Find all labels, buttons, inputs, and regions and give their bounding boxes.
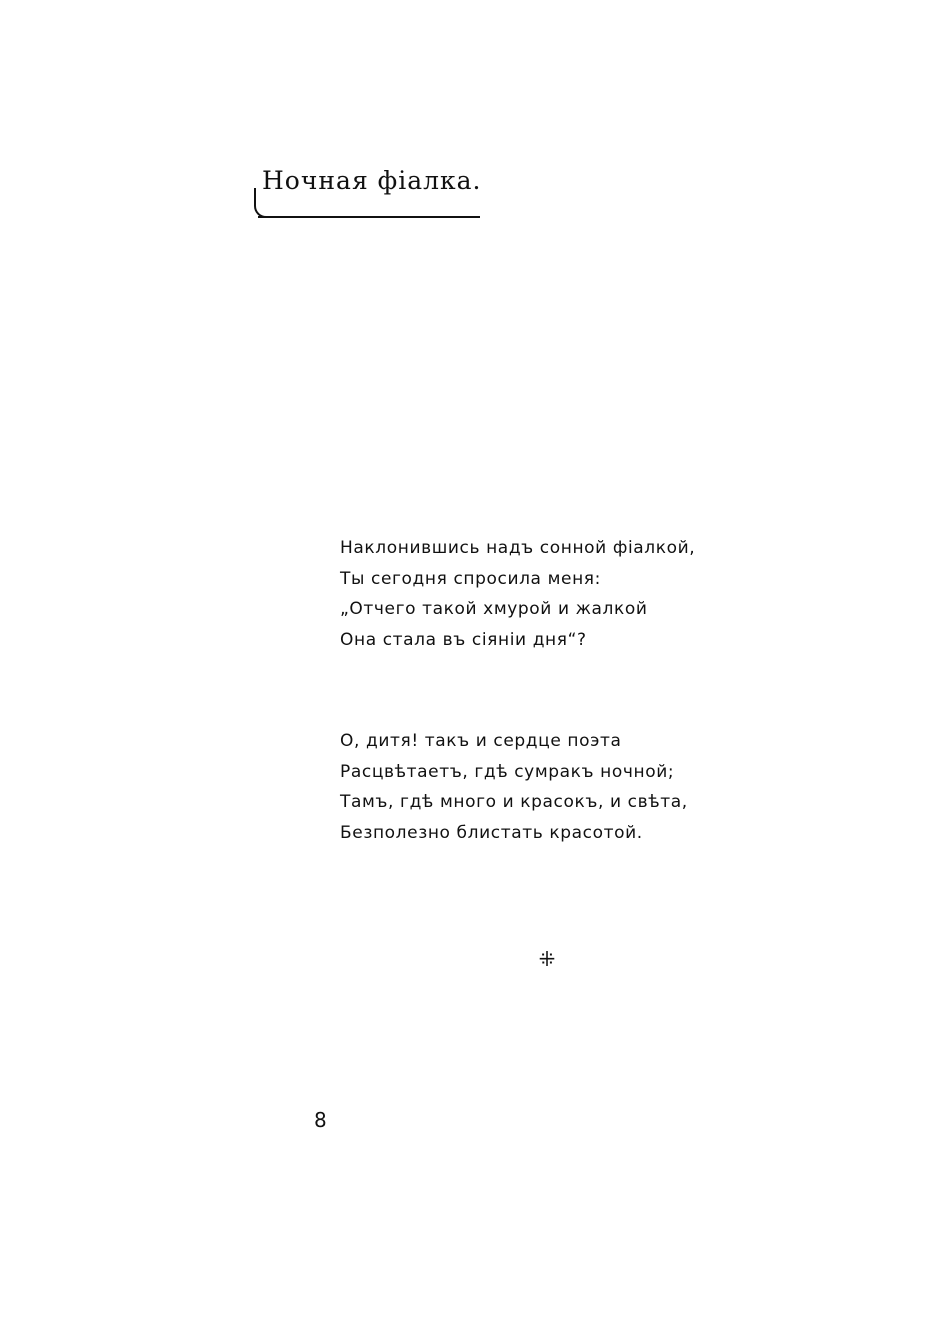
stanza-1 [340, 533, 760, 655]
stanza-1-line-4: Она стала въ сіяніи дня“? [340, 629, 587, 650]
stanza-1-line-2: Ты сегодня спросила меня: [340, 568, 601, 589]
stanza-2-line-4: Безполезно блистать красотой. [340, 822, 643, 843]
asterism-ornament-icon: ⁜ [538, 947, 556, 971]
stanza-2 [340, 726, 760, 848]
stanza-1-line-1: Наклонившись надъ сонной фіалкой, [340, 538, 696, 558]
poem-title: Ночная фіалка. [262, 166, 482, 195]
stanza-2-line-3: Тамъ, гдѣ много и красокъ, и свѣта, [340, 792, 688, 812]
stanza-2-line-2: Расцвѣтаетъ, гдѣ сумракъ ночной; [340, 761, 675, 782]
title-underline [258, 216, 480, 218]
page-number: 8 [314, 1108, 327, 1132]
poem-title-block [254, 158, 480, 222]
stanza-1-line-3: „Отчего такой хмурой и жалкой [340, 599, 648, 619]
stanza-2-line-1: О, дитя! такъ и сердце поэта [340, 731, 622, 751]
